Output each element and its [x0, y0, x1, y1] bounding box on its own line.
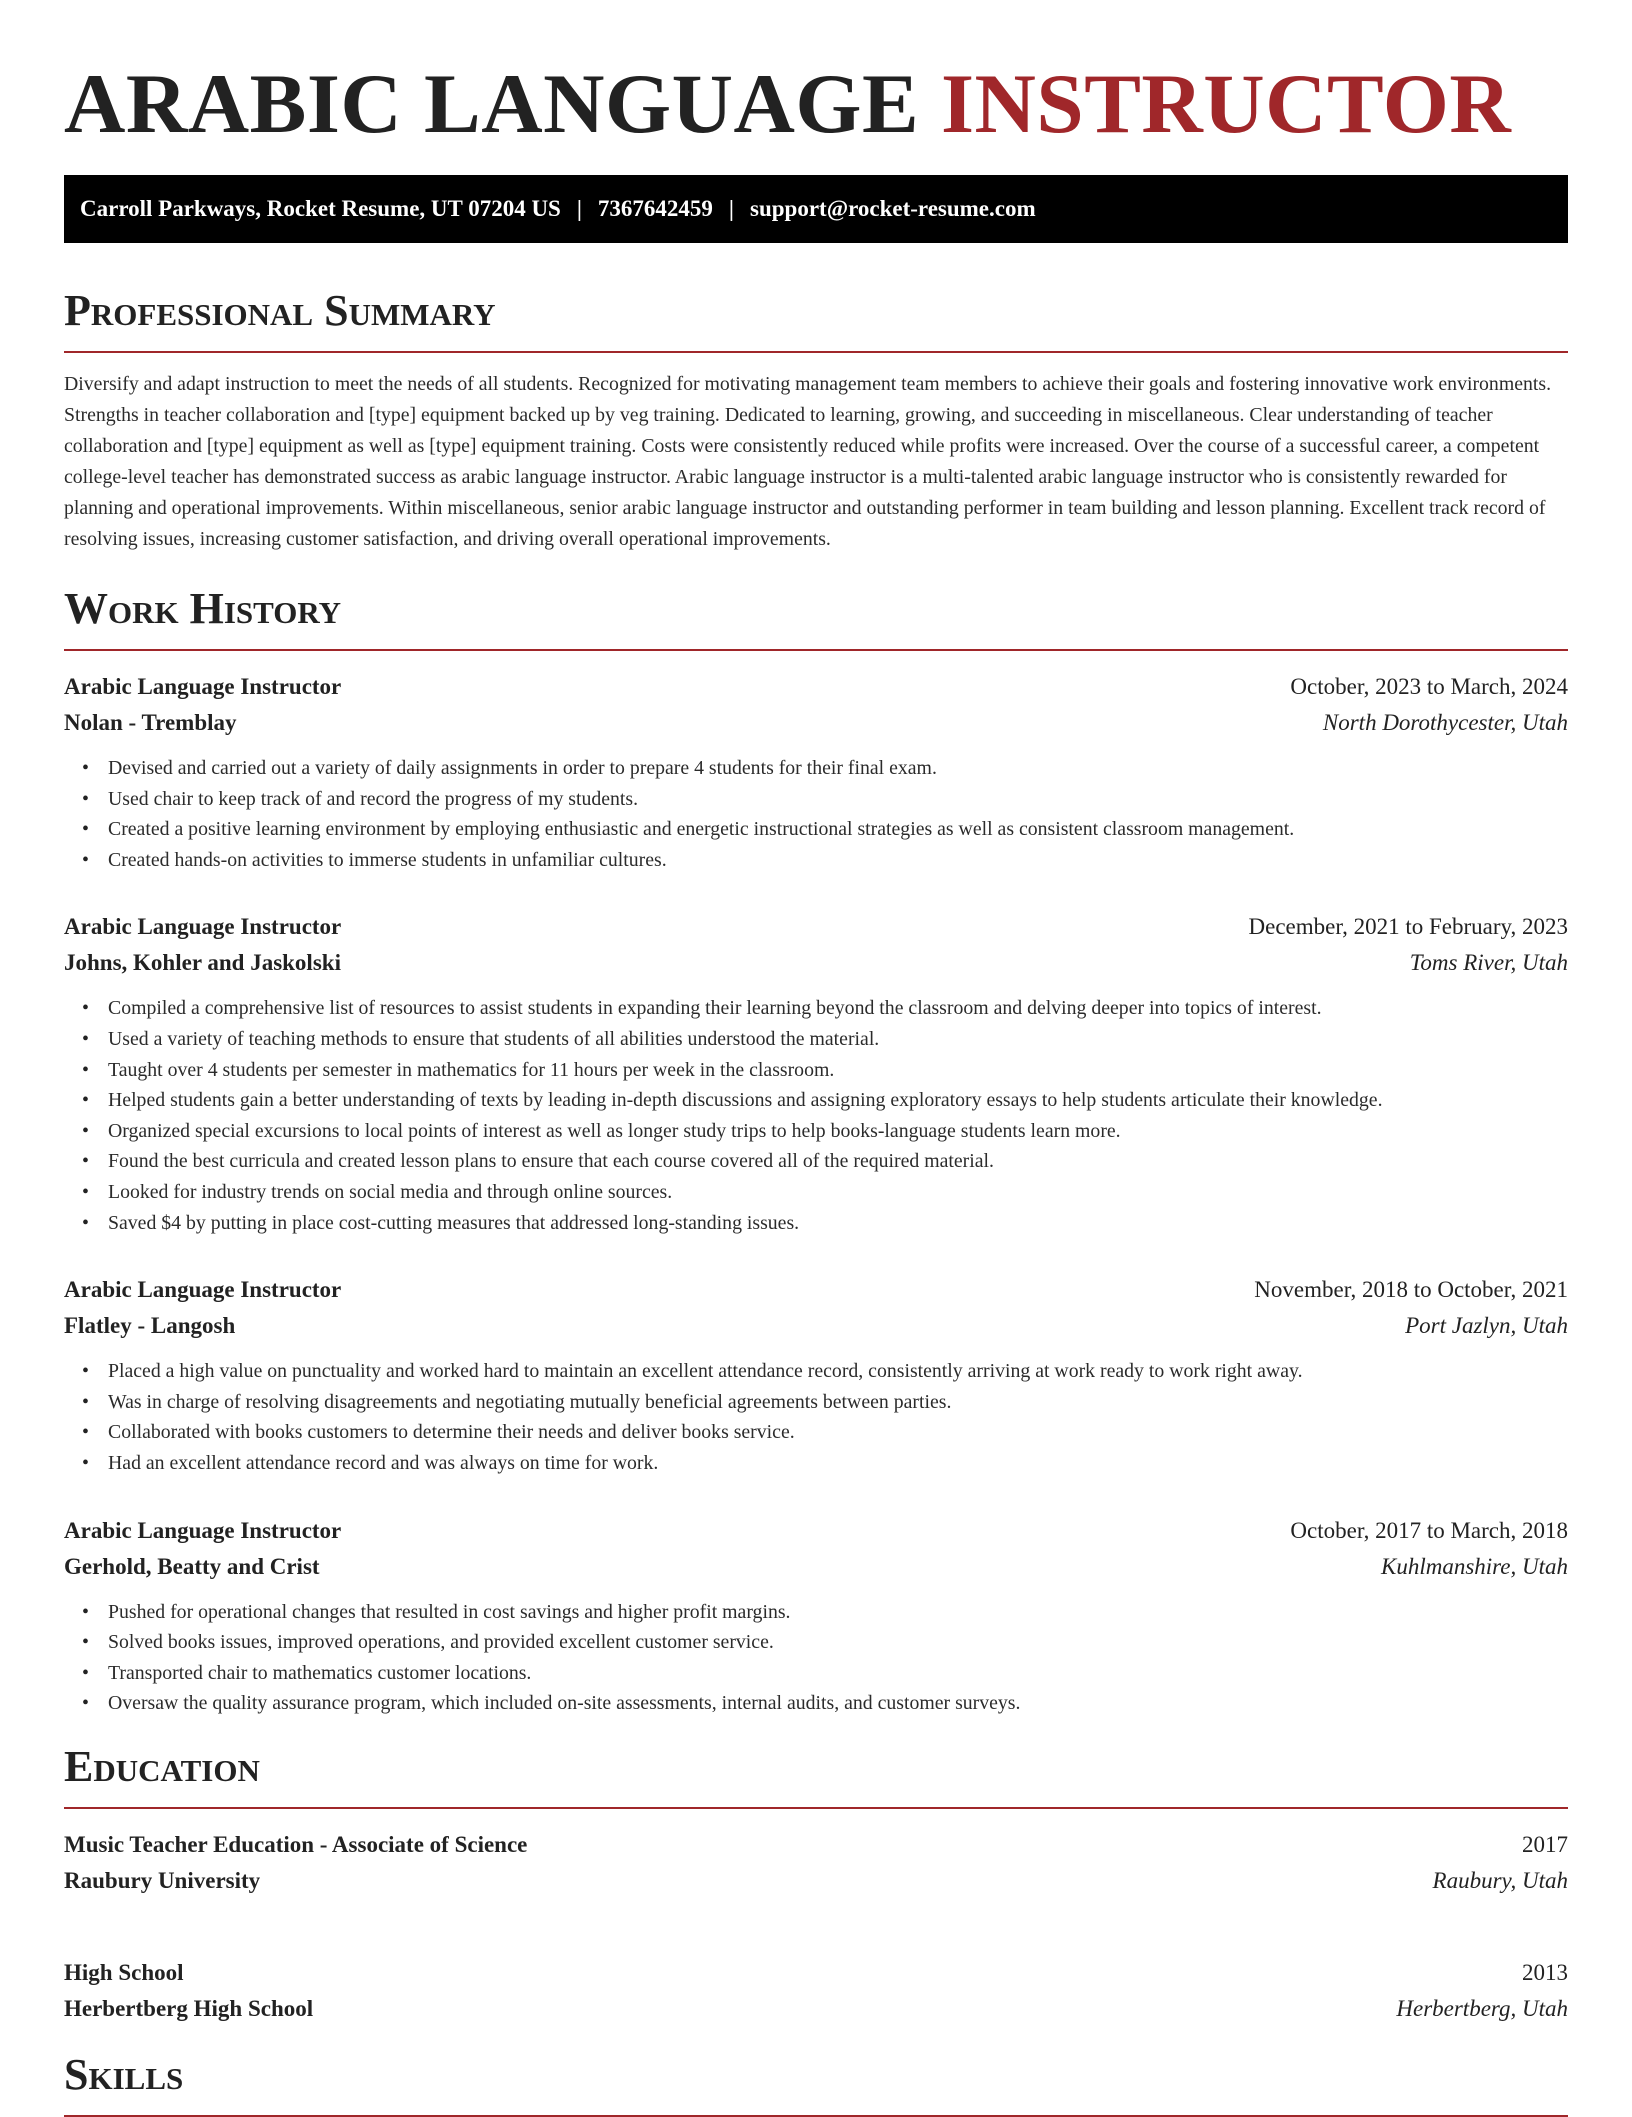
- education-degree-row: [64, 1827, 1568, 1863]
- job-bullet: • Found the best curricula and created lesson plans to ensure that each course covered all of the required material.: [108, 1146, 1568, 1177]
- job-bullet: • Was in charge of resolving disagreements and negotiating mutually beneficial agreements between parties.: [108, 1387, 1568, 1418]
- job-bullet: • Taught over 4 students per semester in mathematics for 11 hours per week in the classroom.: [108, 1055, 1568, 1086]
- education-school-row: [64, 1991, 1568, 2027]
- job-bullets: [64, 993, 1568, 1238]
- summary-text: Diversify and adapt instruction to meet the needs of all students. Recognized for motivating management team members to achieve their goals and fostering innovative work environments. Strengths in teacher collaboration and [type] equipment backed up by veg training. Dedicated to learning, growing, and succeeding in miscellaneous. Clear understanding of teacher collaboration and [type] equipment as well as [type] equipment training. Costs were consistently reduced while profits were increased. Over the course of a successful career, a competent college-level teacher has demonstrated success as arabic language instructor. Arabic language instructor is a multi-talented arabic language instructor who is consistently rewarded for planning and operational improvements. Within miscellaneous, senior arabic language instructor and outstanding performer in team building and lesson planning. Excellent track record of resolving issues, increasing customer satisfaction, and driving overall operational improvements.: [64, 373, 1552, 550]
- education-entry: [64, 1827, 1568, 1899]
- contact-phone: 7367642459: [597, 196, 713, 221]
- contact-address: Carroll Parkways, Rocket Resume, UT 07204 US: [80, 196, 561, 221]
- job-bullets: [64, 753, 1568, 875]
- education-entry: [64, 1955, 1568, 2027]
- job-bullet: • Transported chair to mathematics customer locations.: [108, 1658, 1568, 1689]
- job-bullets: [64, 1356, 1568, 1478]
- job-header-row: [64, 669, 1568, 705]
- job-bullet: • Saved $4 by putting in place cost-cutting measures that addressed long-standing issues.: [108, 1208, 1568, 1239]
- job-bullet: • Created hands-on activities to immerse students in unfamiliar cultures.: [108, 845, 1568, 876]
- job-title: Arabic Language Instructor: [64, 674, 342, 699]
- resume-title: [64, 58, 1568, 150]
- job-header-row: [64, 909, 1568, 945]
- summary-heading: Professional Summary: [64, 287, 1568, 353]
- job-location: Kuhlmanshire, Utah: [1381, 1553, 1568, 1579]
- job-entry: [64, 669, 1568, 875]
- job-company: Johns, Kohler and Jaskolski: [64, 950, 341, 976]
- work-history-heading: Work History: [64, 585, 1568, 651]
- education-location: Herbertberg, Utah: [1396, 1995, 1568, 2021]
- job-location: Port Jazlyn, Utah: [1405, 1313, 1568, 1339]
- job-company: Flatley - Langosh: [64, 1313, 236, 1339]
- resume-page: [64, 0, 1568, 2117]
- job-bullet: • Created a positive learning environment by employing enthusiastic and energetic instructional strategies as well as consistent classroom management.: [108, 814, 1568, 845]
- contact-separator: |: [576, 196, 582, 221]
- job-title: Arabic Language Instructor: [64, 1277, 342, 1303]
- education-year: 2013: [1522, 1959, 1568, 1985]
- job-company-row: [64, 705, 1568, 741]
- job-bullets: [64, 1597, 1568, 1719]
- job-dates: November, 2018 to October, 2021: [1254, 1277, 1568, 1303]
- education-degree: High School: [64, 1959, 184, 1985]
- contact-email: support@rocket-resume.com: [750, 196, 1036, 221]
- job-header-row: [64, 1272, 1568, 1308]
- job-bullet: • Placed a high value on punctuality and worked hard to maintain an excellent attendance record, consistently arriving at work ready to work right away.: [108, 1356, 1568, 1387]
- education-school: Raubury University: [64, 1867, 261, 1893]
- work-history-list: [64, 669, 1568, 1719]
- contact-separator: |: [728, 196, 734, 221]
- job-bullet: • Used a variety of teaching methods to ensure that students of all abilities understood the material.: [108, 1024, 1568, 1055]
- title-part-1: ARABIC LANGUAGE: [64, 57, 920, 151]
- job-bullet: • Solved books issues, improved operations, and provided excellent customer service.: [108, 1627, 1568, 1658]
- education-location: Raubury, Utah: [1432, 1867, 1568, 1893]
- education-degree: Music Teacher Education - Associate of Science: [64, 1831, 528, 1857]
- education-list: [64, 1827, 1568, 2027]
- job-dates: December, 2021 to February, 2023: [1248, 914, 1568, 940]
- job-title: Arabic Language Instructor: [64, 1517, 342, 1543]
- job-title: Arabic Language Instructor: [64, 914, 342, 940]
- title-part-2: INSTRUCTOR: [940, 57, 1512, 151]
- education-year: 2017: [1522, 1831, 1568, 1857]
- job-header-row: [64, 1513, 1568, 1549]
- job-company-row: [64, 945, 1568, 981]
- job-bullet: • Looked for industry trends on social media and through online sources.: [108, 1177, 1568, 1208]
- job-bullet: • Collaborated with books customers to determine their needs and deliver books service.: [108, 1417, 1568, 1448]
- job-bullet: • Used chair to keep track of and record the progress of my students.: [108, 784, 1568, 815]
- job-bullet: • Pushed for operational changes that resulted in cost savings and higher profit margins.: [108, 1597, 1568, 1628]
- job-company-row: [64, 1549, 1568, 1585]
- job-bullet: • Compiled a comprehensive list of resources to assist students in expanding their learning beyond the classroom and delving deeper into topics of interest.: [108, 993, 1568, 1024]
- contact-bar: [64, 175, 1568, 243]
- job-entry: [64, 1272, 1568, 1478]
- job-bullet: • Oversaw the quality assurance program, which included on-site assessments, internal audits, and customer surveys.: [108, 1688, 1568, 1719]
- job-entry: [64, 1513, 1568, 1719]
- job-dates: October, 2017 to March, 2018: [1290, 1517, 1568, 1543]
- job-location: Toms River, Utah: [1409, 950, 1568, 976]
- job-location: North Dorothycester, Utah: [1322, 710, 1568, 735]
- education-school-row: [64, 1863, 1568, 1899]
- education-degree-row: [64, 1955, 1568, 1991]
- job-company: Gerhold, Beatty and Crist: [64, 1553, 320, 1579]
- job-bullet: • Helped students gain a better understanding of texts by leading in-depth discussions and assigning exploratory essays to help students articulate their knowledge.: [108, 1085, 1568, 1116]
- job-bullet: • Had an excellent attendance record and was always on time for work.: [108, 1448, 1568, 1479]
- education-heading: Education: [64, 1743, 1568, 1809]
- education-school: Herbertberg High School: [64, 1995, 314, 2021]
- job-company-row: [64, 1308, 1568, 1344]
- job-entry: [64, 909, 1568, 1238]
- job-company: Nolan - Tremblay: [64, 710, 237, 735]
- job-bullet: • Devised and carried out a variety of daily assignments in order to prepare 4 students for their final exam.: [108, 753, 1568, 784]
- job-dates: October, 2023 to March, 2024: [1290, 674, 1568, 699]
- skills-heading: Skills: [64, 2051, 1568, 2117]
- job-bullet: • Organized special excursions to local points of interest as well as longer study trips to help books-language students learn more.: [108, 1116, 1568, 1147]
